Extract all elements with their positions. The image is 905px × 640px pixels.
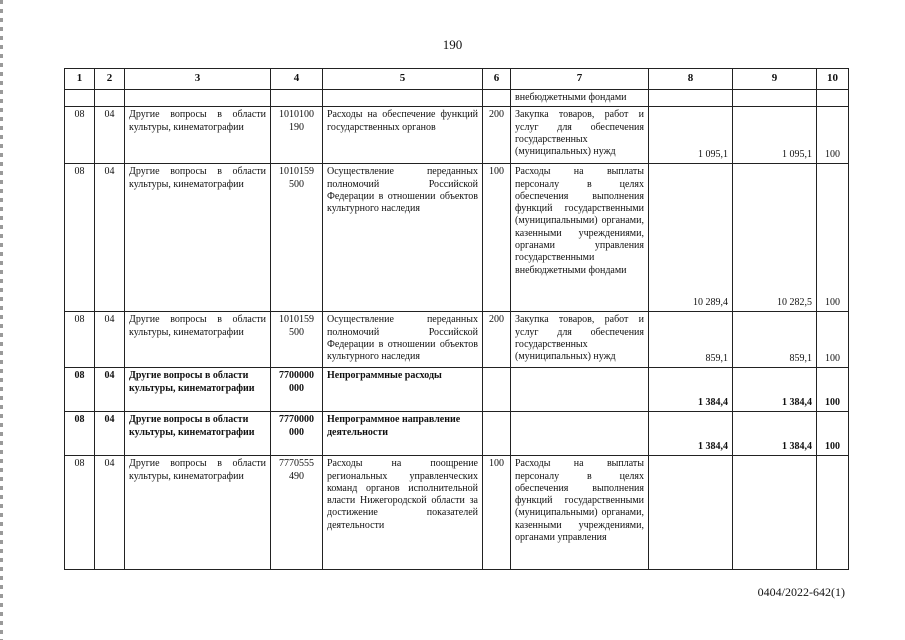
expense-type-name	[511, 412, 649, 456]
table-header-row	[65, 69, 849, 90]
section-name: Другие вопросы в области культуры, кинематографии	[125, 368, 271, 412]
expense-type-code: 200	[483, 312, 511, 368]
expense-type-code	[483, 412, 511, 456]
planned-amount: 1 384,4	[649, 412, 733, 456]
expense-type-name: Расходы на выплаты персоналу в целях обеспечения выполнения функций государственными (муниципальными) органами, казенными учреждениями, органами управления государственными внебюджетными фондами	[511, 164, 649, 312]
execution-percent: 100	[817, 412, 849, 456]
expense-type-code: 100	[483, 164, 511, 312]
column-header: 9	[733, 69, 817, 90]
column-header: 7	[511, 69, 649, 90]
subsection-code	[95, 90, 125, 107]
execution-percent	[817, 90, 849, 107]
expense-type-code	[483, 90, 511, 107]
section-code	[65, 90, 95, 107]
planned-amount	[649, 90, 733, 107]
section-name: Другие вопросы в области культуры, кинематографии	[125, 412, 271, 456]
section-code: 08	[65, 164, 95, 312]
target-article-code: 1010159 500	[271, 164, 323, 312]
executed-amount: 1 384,4	[733, 368, 817, 412]
expense-type-name: Расходы на выплаты персоналу в целях обеспечения выполнения функций государственными (муниципальными) органами, казенными учреждениями, органами управления	[511, 456, 649, 570]
execution-percent: 100	[817, 312, 849, 368]
target-article-name: Расходы на поощрение региональных управленческих команд органов исполнительной власти Нижегородской области за достижение показателей деятельности	[323, 456, 483, 570]
document-code: 0404/2022-642(1)	[757, 585, 845, 599]
table-row	[65, 107, 849, 164]
table-row	[65, 412, 849, 456]
column-header: 2	[95, 69, 125, 90]
section-name	[125, 90, 271, 107]
target-article-name: Непрограммное направление деятельности	[323, 412, 483, 456]
page-number: 190	[442, 37, 463, 52]
subsection-code: 04	[95, 412, 125, 456]
table-row	[65, 164, 849, 312]
section-code: 08	[65, 312, 95, 368]
expense-type-code: 200	[483, 107, 511, 164]
column-header: 6	[483, 69, 511, 90]
expense-type-code: 100	[483, 456, 511, 570]
planned-amount: 859,1	[649, 312, 733, 368]
subsection-code: 04	[95, 164, 125, 312]
target-article-code: 7770000 000	[271, 412, 323, 456]
expense-type-name: Закупка товаров, работ и услуг для обеспечения государственных (муниципальных) нужд	[511, 107, 649, 164]
executed-amount	[733, 456, 817, 570]
column-header: 5	[323, 69, 483, 90]
table-row	[65, 312, 849, 368]
planned-amount: 1 095,1	[649, 107, 733, 164]
scan-edge-marks	[0, 0, 3, 640]
column-header: 3	[125, 69, 271, 90]
executed-amount: 1 095,1	[733, 107, 817, 164]
expense-type-name: внебюджетными фондами	[511, 90, 649, 107]
section-code: 08	[65, 107, 95, 164]
expense-type-code	[483, 368, 511, 412]
executed-amount	[733, 90, 817, 107]
table-row	[65, 368, 849, 412]
section-code: 08	[65, 456, 95, 570]
section-name: Другие вопросы в области культуры, кинематографии	[125, 456, 271, 570]
planned-amount: 10 289,4	[649, 164, 733, 312]
expense-type-name: Закупка товаров, работ и услуг для обеспечения государственных (муниципальных) нужд	[511, 312, 649, 368]
column-header: 8	[649, 69, 733, 90]
execution-percent: 100	[817, 107, 849, 164]
target-article-name: Осуществление переданных полномочий Российской Федерации в отношении объектов культурного наследия	[323, 312, 483, 368]
target-article-name	[323, 90, 483, 107]
executed-amount: 10 282,5	[733, 164, 817, 312]
target-article-code: 7700000 000	[271, 368, 323, 412]
target-article-name: Непрограммные расходы	[323, 368, 483, 412]
target-article-code: 1010159 500	[271, 312, 323, 368]
budget-table	[64, 68, 849, 570]
expense-type-name	[511, 368, 649, 412]
table-row	[65, 456, 849, 570]
subsection-code: 04	[95, 456, 125, 570]
executed-amount: 859,1	[733, 312, 817, 368]
subsection-code: 04	[95, 312, 125, 368]
subsection-code: 04	[95, 107, 125, 164]
execution-percent: 100	[817, 164, 849, 312]
target-article-code: 7770555 490	[271, 456, 323, 570]
column-header: 10	[817, 69, 849, 90]
target-article-code: 1010100 190	[271, 107, 323, 164]
section-name: Другие вопросы в области культуры, кинематографии	[125, 312, 271, 368]
planned-amount: 1 384,4	[649, 368, 733, 412]
execution-percent	[817, 456, 849, 570]
execution-percent: 100	[817, 368, 849, 412]
section-code: 08	[65, 412, 95, 456]
table-row	[65, 90, 849, 107]
section-code: 08	[65, 368, 95, 412]
column-header: 4	[271, 69, 323, 90]
target-article-name: Расходы на обеспечение функций государственных органов	[323, 107, 483, 164]
subsection-code: 04	[95, 368, 125, 412]
target-article-code	[271, 90, 323, 107]
section-name: Другие вопросы в области культуры, кинематографии	[125, 164, 271, 312]
executed-amount: 1 384,4	[733, 412, 817, 456]
planned-amount	[649, 456, 733, 570]
target-article-name: Осуществление переданных полномочий Российской Федерации в отношении объектов культурного наследия	[323, 164, 483, 312]
column-header: 1	[65, 69, 95, 90]
section-name: Другие вопросы в области культуры, кинематографии	[125, 107, 271, 164]
